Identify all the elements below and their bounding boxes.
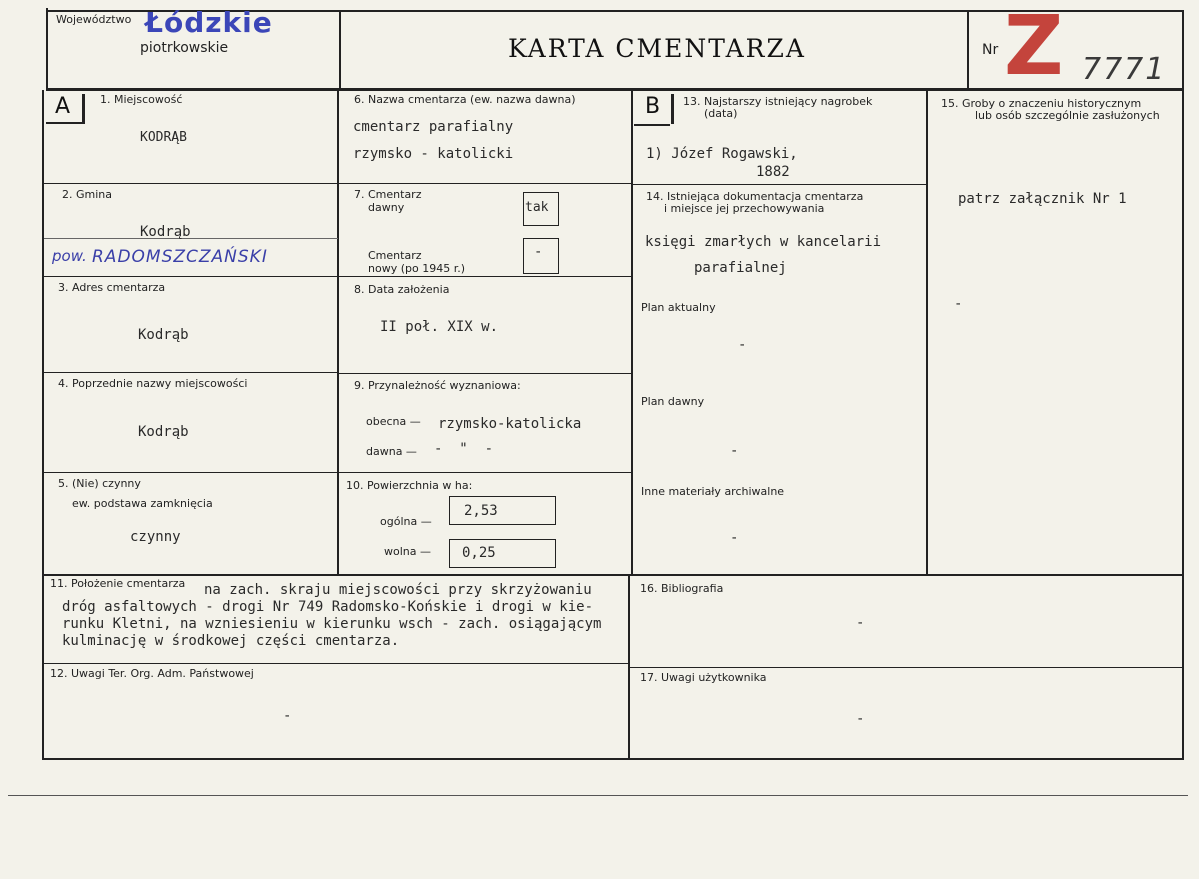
section-a-letter: A: [55, 94, 71, 119]
f3-value: Kodrąb: [138, 327, 189, 343]
f14-plan-dawny-value: -: [730, 443, 739, 459]
row-line-c2-1: [338, 183, 632, 184]
row-line-c1-4: [44, 472, 338, 473]
f8-label: 8. Data założenia: [354, 283, 450, 296]
f8-value: II poł. XIX w.: [380, 319, 499, 335]
f14-plan-dawny: Plan dawny: [641, 395, 705, 408]
bottom-divider: [628, 576, 630, 760]
f10-wolna-label: wolna —: [384, 545, 431, 558]
f11-label: 11. Położenie cmentarza: [50, 577, 186, 590]
bottom-line: [42, 758, 1184, 760]
bottom-mid-line-right: [630, 667, 1184, 668]
frame-left-line: [46, 8, 48, 91]
frame-right-line: [1182, 10, 1184, 760]
f15-label2: lub osób szczególnie zasłużonych: [975, 109, 1160, 122]
row-line-c2-3: [338, 373, 632, 374]
header-divider-2: [967, 12, 969, 90]
f6-line2: rzymsko - katolicki: [353, 146, 514, 162]
nr-letter: Z: [1004, 0, 1064, 94]
section-a-mark: [82, 94, 85, 124]
f15-value: patrz załącznik Nr 1: [958, 191, 1127, 207]
section-b-mark: [671, 94, 674, 124]
f9-label: 9. Przynależność wyznaniowa:: [354, 379, 521, 392]
f9-dawna-value: - " -: [434, 441, 494, 457]
row-line-c1-1b: [44, 238, 338, 239]
f3-label: 3. Adres cmentarza: [58, 281, 166, 294]
row-line-c1-3: [44, 372, 338, 373]
f14-inne: Inne materiały archiwalne: [641, 485, 785, 498]
row-line-c3-1: [632, 184, 926, 185]
f9-obecna-value: rzymsko-katolicka: [438, 416, 582, 432]
bottom-mid-line-left: [42, 663, 628, 664]
f7-label: 7. Cmentarz: [354, 188, 422, 201]
f10-ogolna-label: ogólna —: [380, 515, 432, 528]
f13-label2: (data): [704, 107, 738, 120]
f14-plan-aktualny: Plan aktualny: [641, 301, 716, 314]
f4-label: 4. Poprzednie nazwy miejscowości: [58, 377, 248, 390]
f5-value: czynny: [130, 529, 181, 545]
f14-label: 14. Istniejąca dokumentacja cmentarza: [646, 190, 864, 203]
old-wojewodztwo: piotrkowskie: [140, 40, 229, 56]
f5-label: 5. (Nie) czynny: [58, 477, 141, 490]
f17-label: 17. Uwagi użytkownika: [640, 671, 767, 684]
tear-line: [8, 795, 1188, 796]
f11-line1: na zach. skraju miejscowości przy skrzyżowaniu: [204, 582, 592, 598]
f11-line2: dróg asfaltowych - drogi Nr 749 Radomsko-Końskie i drogi w kie-: [62, 599, 594, 615]
f9-dawna-label: dawna —: [366, 445, 417, 458]
f14-plan-aktualny-value: -: [738, 337, 747, 353]
col-divider-2: [631, 90, 633, 574]
f13-label: 13. Najstarszy istniejący nagrobek: [683, 95, 873, 108]
row-line-c2-4: [338, 472, 632, 473]
f14-line2: parafialnej: [694, 260, 787, 276]
row-line-c1-1: [44, 183, 338, 184]
f16-label: 16. Bibliografia: [640, 582, 724, 595]
f12-label: 12. Uwagi Ter. Org. Adm. Państwowej: [50, 667, 254, 680]
row-line-c2-2: [338, 276, 632, 277]
card-title: KARTA CMENTARZA: [508, 34, 806, 63]
f4-value: Kodrąb: [138, 424, 189, 440]
f1-label: 1. Miejscowość: [100, 93, 183, 106]
f10-wolna-value: 0,25: [462, 545, 496, 561]
f10-label: 10. Powierzchnia w ha:: [346, 479, 473, 492]
col-divider-1: [337, 90, 339, 574]
nr-value: 7771: [1082, 52, 1167, 87]
f11-line4: kulminację w środkowej części cmentarza.: [62, 633, 400, 649]
f7-new-label: Cmentarz: [368, 249, 422, 262]
f7-old-value: tak: [525, 200, 549, 215]
section-b-underline: [634, 124, 670, 126]
f11-line3: runku Kletni, na wzniesieniu w kierunku wsch - zach. osiągającym: [62, 616, 602, 632]
f14-inne-value: -: [730, 530, 739, 546]
f16-value: -: [856, 615, 865, 631]
header-divider-1: [339, 12, 341, 90]
f13-line2: 1882: [756, 164, 790, 180]
f1-value: KODRĄB: [140, 130, 187, 145]
frame-left-line-lower: [42, 90, 44, 758]
col-divider-3: [926, 90, 928, 574]
f6-label: 6. Nazwa cmentarza (ew. nazwa dawna): [354, 93, 576, 106]
f2-value: Kodrąb: [140, 224, 191, 240]
f5-label2: ew. podstawa zamknięcia: [72, 497, 213, 510]
f15-label: 15. Groby o znaczeniu historycznym: [941, 97, 1142, 110]
f17-value: -: [856, 711, 865, 727]
wojewodztwo-label: Województwo: [56, 13, 132, 26]
f7-label-b: dawny: [368, 201, 405, 214]
f12-value: -: [283, 708, 292, 724]
f2-hand-value: RADOMSZCZAŃSKI: [92, 247, 268, 267]
f6-line1: cmentarz parafialny: [353, 119, 514, 135]
f10-ogolna-value: 2,53: [464, 503, 498, 519]
f9-obecna-label: obecna —: [366, 415, 421, 428]
f14-line1: księgi zmarłych w kancelarii: [645, 234, 882, 250]
f7-new-label-b: nowy (po 1945 r.): [368, 262, 465, 275]
nr-label: Nr: [982, 42, 999, 58]
bottom-section-top-line: [42, 574, 1184, 576]
wojewodztwo-stamp: Łódzkie: [145, 6, 273, 39]
f14-label2: i miejsce jej przechowywania: [664, 202, 825, 215]
row-line-c1-2: [44, 276, 338, 277]
f2-hand-pow: pow.: [52, 247, 87, 265]
f7-new-value: -: [534, 244, 543, 260]
f2-label: 2. Gmina: [62, 188, 112, 201]
f13-line1: 1) Józef Rogawski,: [646, 146, 798, 162]
f15-value2: -: [954, 296, 963, 312]
section-b-letter: B: [645, 94, 661, 119]
section-a-underline: [46, 122, 82, 124]
